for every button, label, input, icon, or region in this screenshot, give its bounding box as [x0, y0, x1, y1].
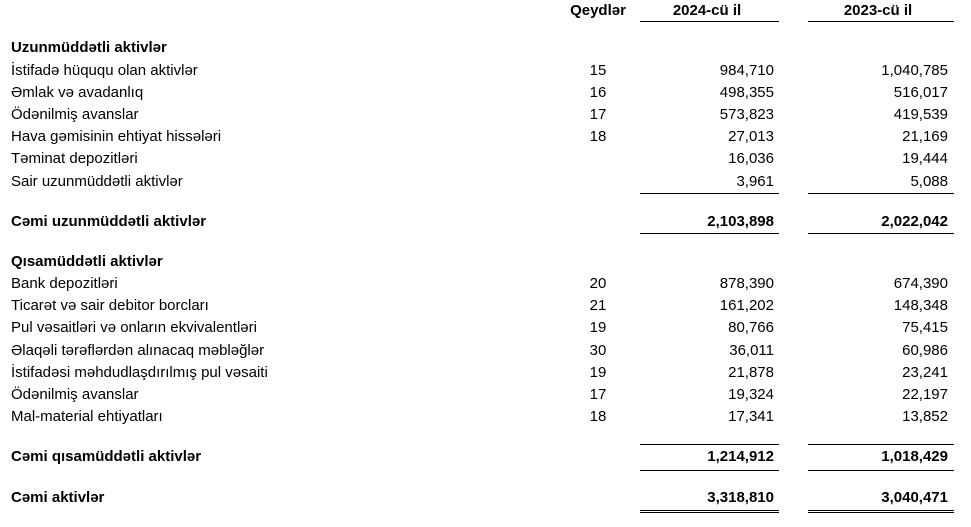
row-label: İstifadə hüququ olan aktivlər: [11, 62, 198, 79]
row-label: Pul vəsaitləri və onların ekvivalentləri: [11, 319, 257, 336]
row-note: 19: [589, 319, 607, 336]
header-underline-2024: [640, 21, 779, 22]
row-value-2023: 21,169: [902, 128, 948, 145]
total-row-noncurrent: [0, 211, 971, 233]
section-title-noncurrent: [0, 37, 971, 59]
total-value-2024: 2,103,898: [707, 213, 774, 230]
table-row: [0, 273, 971, 295]
table-row: [0, 362, 971, 384]
section-title-current: [0, 251, 971, 273]
table-row: [0, 384, 971, 406]
total-row-current: [0, 446, 971, 468]
row-value-2024: 878,390: [719, 275, 774, 292]
row-label: Əlaqəli tərəflərdən alınacaq məbləğlər: [11, 342, 265, 359]
row-note: 15: [589, 62, 607, 79]
row-note: 17: [589, 386, 607, 403]
row-value-2023: 516,017: [893, 84, 948, 101]
subtotal-rule-2023: [808, 193, 954, 194]
row-note: 19: [589, 364, 607, 381]
total-value-2024: 1,214,912: [707, 448, 774, 465]
header-underline-2023: [808, 21, 954, 22]
table-row: [0, 340, 971, 362]
grand-total-value-2024: 3,318,810: [707, 489, 774, 506]
row-label: Ticarət və sair debitor borcları: [11, 297, 209, 314]
table-row: [0, 148, 971, 170]
row-value-2023: 148,348: [893, 297, 948, 314]
row-value-2024: 21,878: [728, 364, 774, 381]
notes-column-header: Qeydlər: [570, 2, 626, 19]
total-value-2023: 1,018,429: [881, 448, 948, 465]
table-row: [0, 295, 971, 317]
row-label: Ödənilmiş avanslar: [11, 106, 139, 123]
row-value-2024: 36,011: [729, 342, 774, 359]
row-note: 30: [589, 342, 607, 359]
row-note: 20: [589, 275, 607, 292]
row-value-2023: 13,852: [902, 408, 948, 425]
total-rule-2023: [808, 233, 954, 234]
row-value-2024: 17,341: [728, 408, 774, 425]
year-2023-column-header: 2023-cü il: [843, 2, 913, 19]
total-value-2023: 2,022,042: [881, 213, 948, 230]
table-row: [0, 171, 971, 193]
row-note: 18: [589, 408, 607, 425]
row-value-2023: 674,390: [893, 275, 948, 292]
table-row: [0, 317, 971, 339]
grand-total-double-rule-2024: [640, 510, 779, 513]
grand-total-row: [0, 487, 971, 509]
row-value-2024: 80,766: [728, 319, 774, 336]
row-value-2023: 19,444: [902, 150, 948, 167]
row-value-2023: 419,539: [893, 106, 948, 123]
row-value-2024: 984,710: [719, 62, 774, 79]
table-row: [0, 82, 971, 104]
row-value-2023: 5,088: [910, 173, 948, 190]
row-note: 16: [589, 84, 607, 101]
row-value-2023: 22,197: [902, 386, 948, 403]
row-value-2023: 23,241: [902, 364, 948, 381]
row-value-2024: 19,324: [728, 386, 774, 403]
table-row: [0, 406, 971, 428]
row-value-2024: 27,013: [728, 128, 774, 145]
row-value-2023: 75,415: [902, 319, 948, 336]
grand-total-value-2023: 3,040,471: [881, 489, 948, 506]
grand-total-label: Cəmi aktivlər: [11, 489, 105, 506]
total-rule-2023: [808, 470, 954, 471]
row-value-2024: 3,961: [736, 173, 774, 190]
row-label: Təminat depozitləri: [11, 150, 138, 167]
section-title-noncurrent-label: Uzunmüddətli aktivlər: [11, 39, 167, 56]
year-2024-column-header: 2024-cü il: [672, 2, 742, 19]
row-value-2024: 573,823: [719, 106, 774, 123]
row-label: Bank depozitləri: [11, 275, 118, 292]
row-note: 17: [589, 106, 607, 123]
total-label: Cəmi qısamüddətli aktivlər: [11, 448, 202, 465]
grand-total-double-rule-2023: [808, 510, 954, 513]
row-note: 18: [589, 128, 607, 145]
row-label: Hava gəmisinin ehtiyat hissələri: [11, 128, 222, 145]
table-row: [0, 126, 971, 148]
table-row: [0, 60, 971, 82]
row-value-2023: 60,986: [902, 342, 948, 359]
row-label: Mal-material ehtiyatları: [11, 408, 163, 425]
total-rule-2024: [640, 233, 779, 234]
total-label: Cəmi uzunmüddətli aktivlər: [11, 213, 207, 230]
section-title-current-label: Qısamüddətli aktivlər: [11, 253, 163, 270]
row-label: Əmlak və avadanlıq: [11, 84, 144, 101]
row-label: İstifadəsi məhdudlaşdırılmış pul vəsaiti: [11, 364, 268, 381]
row-label: Ödənilmiş avanslar: [11, 386, 139, 403]
total-rule-2024: [640, 470, 779, 471]
row-note: 21: [589, 297, 607, 314]
row-label: Sair uzunmüddətli aktivlər: [11, 173, 183, 190]
table-row: [0, 104, 971, 126]
column-header-row: [0, 0, 971, 22]
subtotal-rule-2024: [640, 444, 779, 445]
row-value-2023: 1,040,785: [881, 62, 948, 79]
row-value-2024: 498,355: [719, 84, 774, 101]
subtotal-rule-2024: [640, 193, 779, 194]
row-value-2024: 161,202: [719, 297, 774, 314]
subtotal-rule-2023: [808, 444, 954, 445]
row-value-2024: 16,036: [728, 150, 774, 167]
